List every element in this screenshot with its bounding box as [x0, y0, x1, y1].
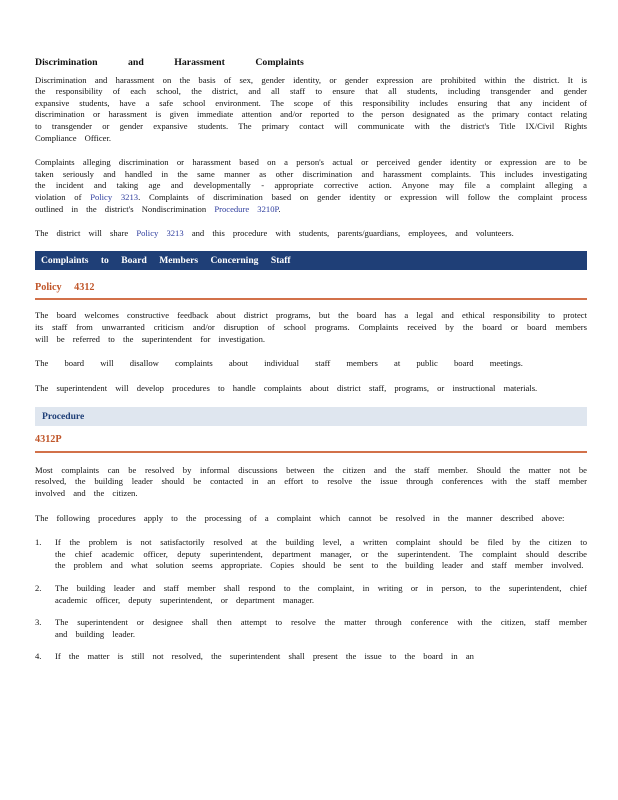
page-title: Discrimination and Harassment Complaints — [35, 57, 304, 68]
list-item-number: 4. — [35, 651, 42, 662]
intro-paragraph-2-text-b: . Complaints of discrimination based on gender identity or expression will follow the complaint process outlined in the district's Nondiscrimination — [35, 191, 587, 214]
document-page — [35, 57, 587, 674]
procedure-heading: 4312P — [35, 434, 587, 453]
procedure-bar: Procedure — [35, 407, 587, 426]
list-item-text: If the matter is still not resolved, the superintendent shall present the issue to the board in an — [55, 651, 474, 662]
list-item — [35, 537, 587, 572]
procedure-3210p-link[interactable]: Procedure 3210P — [214, 203, 279, 214]
section-banner: Complaints to Board Members Concerning Staff — [35, 251, 587, 270]
intro-paragraph-2 — [35, 157, 587, 215]
intro-paragraph-1: Discrimination and harassment on the basis of sex, gender identity, or gender expression are prohibited within the district. It is the responsibility of each school, the district, and all staff to ensure that all students, including transgender and gender expansive students, have a safe school environment. The scope of this responsibility includes ensuring that any incident of discrimination or harassment is given immediate attention and/or reported to the person designated as the primary contact relating to transgender or gender expansive students. The primary contact will communicate with the district's Title IX/Civil Rights Compliance Officer. — [35, 74, 587, 143]
procedure-paragraph-1: Most complaints can be resolved by informal discussions between the citizen and the staff member. Should the matter not be resolved, the building leader should be contacted in an effort to resolve the issue through conferences with the staff member involved and the citizen. — [35, 464, 587, 499]
intro-paragraph-3-text-b: and this procedure with students, parents/guardians, employees, and volunteers. — [191, 228, 514, 239]
list-item-text: The building leader and staff member shall respond to the complaint, in writing or in person, to the superintendent, chief academic officer, deputy superintendent, or department manager. — [55, 583, 587, 605]
list-item — [35, 651, 587, 663]
policy-3213-link[interactable]: Policy 3213 — [90, 191, 139, 202]
policy-heading: Policy 4312 — [35, 282, 587, 301]
policy-paragraph-1: The board welcomes constructive feedback about district programs, but the board has a legal and ethical responsibility to protect its staff from unwarranted criticism and/or disruption of school programs. Complaints received by the board or board members will be referred to the superintendent for investigation. — [35, 310, 587, 344]
procedure-paragraph-2: The following procedures apply to the processing of a complaint which cannot be resolved in the manner described above: — [35, 512, 565, 523]
list-item-text: If the problem is not satisfactorily resolved at the building level, a written complaint should be filed by the citizen to the chief academic officer, deputy superintendent, department manager, or the superintendent. The complaint should describe the problem and what solution seems appropriate. Copies should be sent to the building leader and staff member involved. — [55, 537, 587, 571]
intro-paragraph-2-text-c: . — [278, 203, 281, 214]
policy-paragraph-3: The superintendent will develop procedures to handle complaints about district staff, programs, or instructional materials. — [35, 382, 538, 393]
intro-paragraph-3 — [35, 228, 587, 240]
list-item — [35, 617, 587, 640]
policy-paragraph-2: The board will disallow complaints about individual staff members at public board meetings. — [35, 358, 523, 369]
list-item-number: 2. — [35, 583, 42, 594]
procedure-steps-list — [35, 537, 587, 663]
list-item-number: 3. — [35, 617, 42, 628]
list-item-text: The superintendent or designee shall then attempt to resolve the matter through conference with the citizen, staff member and building leader. — [55, 617, 587, 639]
intro-paragraph-3-text-a: The district will share — [35, 228, 129, 239]
list-item-number: 1. — [35, 537, 42, 548]
list-item — [35, 583, 587, 606]
intro-paragraph-2-text-a: Complaints alleging discrimination or harassment based on a person's actual or perceived gender identity or expression are to be taken seriously and handled in the same manner as other discrimination and harassment complaints. This includes investigating the incident and taking age and developmentally - appropriate corrective action. Anyone may file a complaint alleging a violation of — [35, 157, 587, 202]
policy-3213-link-2[interactable]: Policy 3213 — [136, 228, 184, 239]
